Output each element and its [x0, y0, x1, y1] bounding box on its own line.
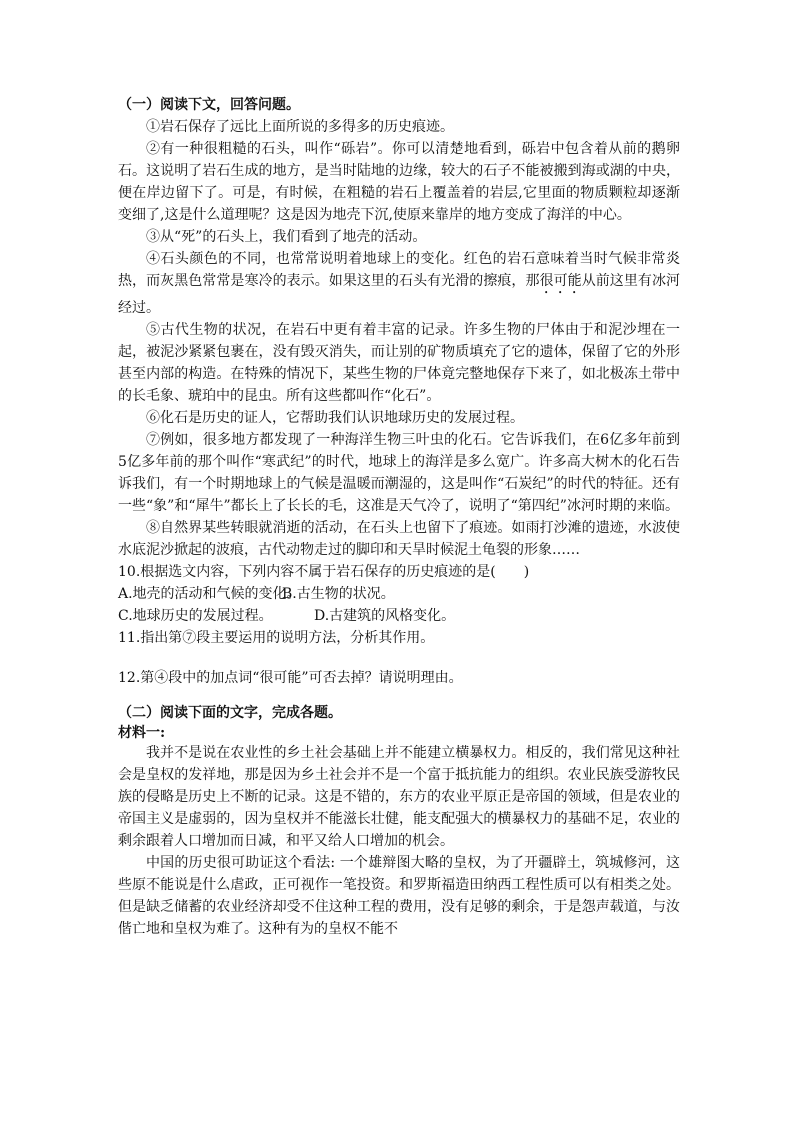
option-b: B.古生物的状况。 [282, 586, 395, 602]
option-a: A.地壳的活动和气候的变化。 [118, 586, 301, 602]
question-10: 10.根据选文内容，下列内容不属于岩石保存的历史痕迹的是( ) [118, 564, 530, 580]
paragraph-4 [118, 248, 680, 319]
paragraph-7: ⑦例如，很多地方都发现了一种海洋生物三叶虫的化石。它告诉我们，在6亿多年前到5亿多年前的那个叫作“寒武纪”的时代，地球上的海洋是多么宽广。许多高大树木的化石告诉我们，有一个时期地球上的气候是温暖而潮湿的，这是叫作“石炭纪”的时代的特征。还有一些“象”和“犀牛”都长上了长长的毛，这准是天气冷了，说明了“第四纪”冰河时期的来临。 [118, 432, 680, 514]
answer-space [118, 689, 680, 703]
answer-space [118, 649, 680, 667]
question-11: 11.指出第⑦段主要运用的说明方法，分析其作用。 [118, 630, 435, 646]
document-page [118, 95, 680, 940]
paragraph-8: ⑧自然界某些转眼就消逝的活动，在石头上也留下了痕迹。如雨打沙滩的遗迹，水波使水底泥沙掀起的波痕，古代动物走过的脚印和天旱时候泥土龟裂的形象…… [118, 520, 680, 558]
paragraph-4-text-after: 从前这里有冰河经过。 [118, 273, 681, 316]
section-1-heading: （一）阅读下文，回答问题。 [118, 97, 300, 113]
paragraph-3: ③从“死”的石头上，我们看到了地壳的活动。 [146, 229, 427, 245]
paragraph-6: ⑥化石是历史的证人，它帮助我们认识地球历史的发展过程。 [146, 410, 524, 426]
option-d: D.古建筑的风格变化。 [314, 608, 456, 624]
question-10-options-row-2 [118, 605, 680, 627]
section-2-heading: （二）阅读下面的文字，完成各题。 [118, 705, 342, 721]
paragraph-2: ②有一种很粗糙的石头，叫作“砾岩”。你可以清楚地看到，砾岩中包含着从前的鹅卵石。这说明了岩石生成的地方，是当时陆地的边缘，较大的石子不能被搬到海或湖的中央，便在岸边留下了。可是，有时候，在粗糙的岩石上覆盖着的岩层,它里面的物质颗粒却逐渐变细了,这是什么道理呢？这是因为地壳下沉,使原来靠岸的地方变成了海洋的中心。 [118, 141, 680, 223]
emphasized-word: 很可能 [539, 273, 582, 289]
option-c: C.地球历史的发展过程。 [118, 608, 273, 624]
paragraph-5: ⑤古代生物的状况，在岩石中更有着丰富的记录。许多生物的尸体由于和泥沙埋在一起，被泥沙紧紧包裹在，没有毁灭消失，而让别的矿物质填充了它的遗体，保留了它的外形甚至内部的构造。在特殊的情况下，某些生物的尸体竟完整地保存下来了，如北极冻土带中的长毛象、琥珀中的昆虫。所有这些都叫作“化石”。 [118, 322, 680, 404]
material-paragraph-2: 中国的历史很可助证这个看法: 一个雄辩图大略的皇权，为了开疆辟土，筑城修河，这些原不能说是什么虐政，正可视作一笔投资。和罗斯福造田纳西工程性质可以有相类之处。但是缺乏储蓄的农业经济却受不住这种工程的费用，没有足够的剩余，于是怨声载道，与汝偕亡地和皇权为难了。这种有为的皇权不能不 [118, 855, 680, 937]
question-12: 12.第④段中的加点词“很可能”可否去掉？请说明理由。 [118, 670, 463, 686]
paragraph-1: ①岩石保存了远比上面所说的多得多的历史痕迹。 [146, 119, 454, 135]
paragraph-4-text-before: ④石头颜色的不同，也常常说明着地球上的变化。红色的岩石意味着当时气候非常炎热，而灰黑色常常是寒冷的表示。如果这里的石头有光滑的擦痕，那 [118, 251, 680, 289]
material-paragraph-1: 我并不是说在农业性的乡土社会基础上并不能建立横暴权力。相反的，我们常见这种社会是皇权的发祥地，那是因为乡土社会并不是一个富于抵抗能力的组织。农业民族受游牧民族的侵略是历史上不断的记录。这是不错的，东方的农业平原正是帝国的领域，但是农业的帝国主义是虚弱的，因为皇权并不能滋长壮健，能支配强大的横暴权力的基础不足，农业的剩余跟着人口增加而日减，和平又给人口增加的机会。 [118, 745, 680, 849]
material-label: 材料一: [118, 725, 166, 741]
question-10-options-row-1 [118, 583, 680, 605]
